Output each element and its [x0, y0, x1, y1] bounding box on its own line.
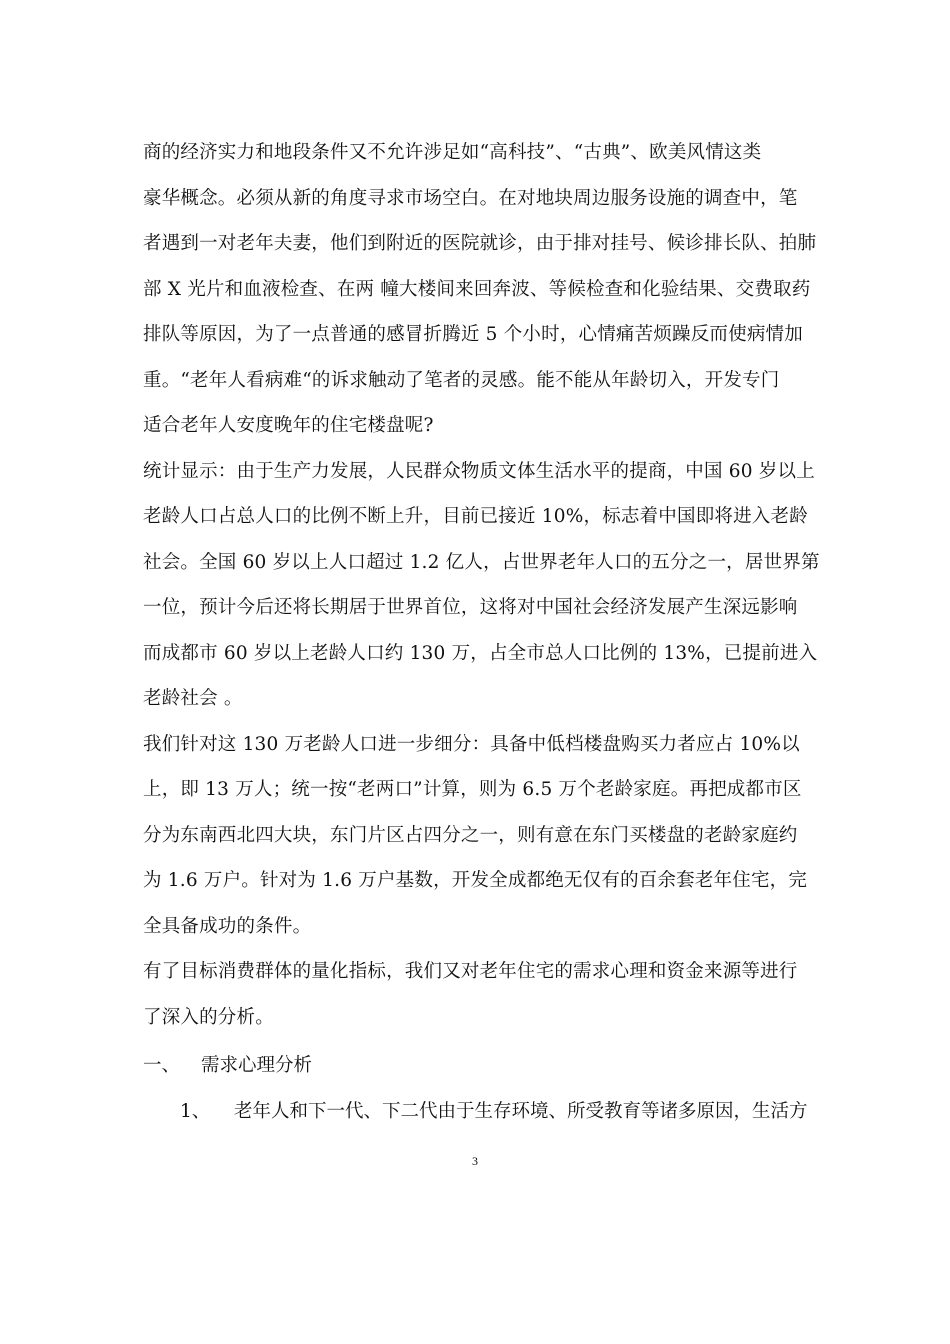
body-text-line: 而成都市 60 岁以上老龄人口约 130 万，占全市总人口比例的 13%，已提前进入: [143, 642, 818, 664]
body-text-line: 为 1.6 万户。针对为 1.6 万户基数，开发全成都绝无仅有的百余套老年住宅，完: [143, 870, 808, 891]
section-heading-text: 需求心理分析: [201, 1055, 313, 1076]
list-item-text: 老年人和下一代、下二代由于生存环境、所受教育等诸多原因，生活方: [234, 1100, 808, 1122]
body-text-line: 部 X 光片和血液检查、在两 幢大楼间来回奔波、等候检查和化验结果、交费取药: [143, 278, 811, 300]
body-text-line: 豪华概念。必须从新的角度寻求市场空白。在对地块周边服务设施的调查中，笔: [143, 187, 798, 209]
section-heading-number: 一、: [143, 1055, 181, 1076]
body-text-line: 有了目标消费群体的量化指标，我们又对老年住宅的需求心理和资金来源等进行: [143, 961, 798, 982]
body-text-line: 老龄人口占总人口的比例不断上升，目前已接近 10%，标志着中国即将进入老龄: [143, 506, 808, 527]
body-text-line: 重。“老年人看病难“的诉求触动了笔者的灵感。能不能从年龄切入，开发专门: [143, 369, 780, 391]
body-text-line: 适合老年人安度晚年的住宅楼盘呢?: [143, 415, 434, 436]
body-text-line: 上，即 13 万人；统一按“老两口”计算，则为 6.5 万个老龄家庭。再把成都市区: [143, 779, 802, 800]
body-text-line: 全具备成功的条件。: [143, 915, 312, 937]
page-number: 3: [472, 1154, 478, 1168]
list-item-number: 1、: [180, 1100, 211, 1122]
body-text-line: 商的经济实力和地段条件又不允许涉足如“高科技”、“古典”、欧美风情这类: [143, 142, 762, 163]
body-text-line: 我们针对这 130 万老龄人口进一步细分：具备中低档楼盘购买力者应占 10%以: [143, 733, 800, 755]
body-text-line: 社会。全国 60 岁以上人口超过 1.2 亿人，占世界老年人口的五分之一，居世界第: [143, 551, 820, 573]
body-text-line: 者遇到一对老年夫妻，他们到附近的医院就诊，由于排对挂号、候诊排长队、拍肺: [143, 233, 817, 254]
body-text-line: 分为东南西北四大块，东门片区占四分之一，则有意在东门买楼盘的老龄家庭约: [143, 824, 798, 846]
body-text-line: 一位，预计今后还将长期居于世界首位，这将对中国社会经济发展产生深远影响: [143, 597, 798, 618]
body-text-line: 统计显示：由于生产力发展，人民群众物质文体生活水平的提商，中国 60 岁以上: [143, 460, 815, 482]
body-text-line: 排队等原因，为了一点普通的感冒折腾近 5 个小时，心情痛苦烦躁反而使病情加: [143, 324, 803, 345]
body-text-line: 老龄社会 。: [143, 688, 243, 709]
body-text-line: 了深入的分析。: [143, 1006, 274, 1028]
